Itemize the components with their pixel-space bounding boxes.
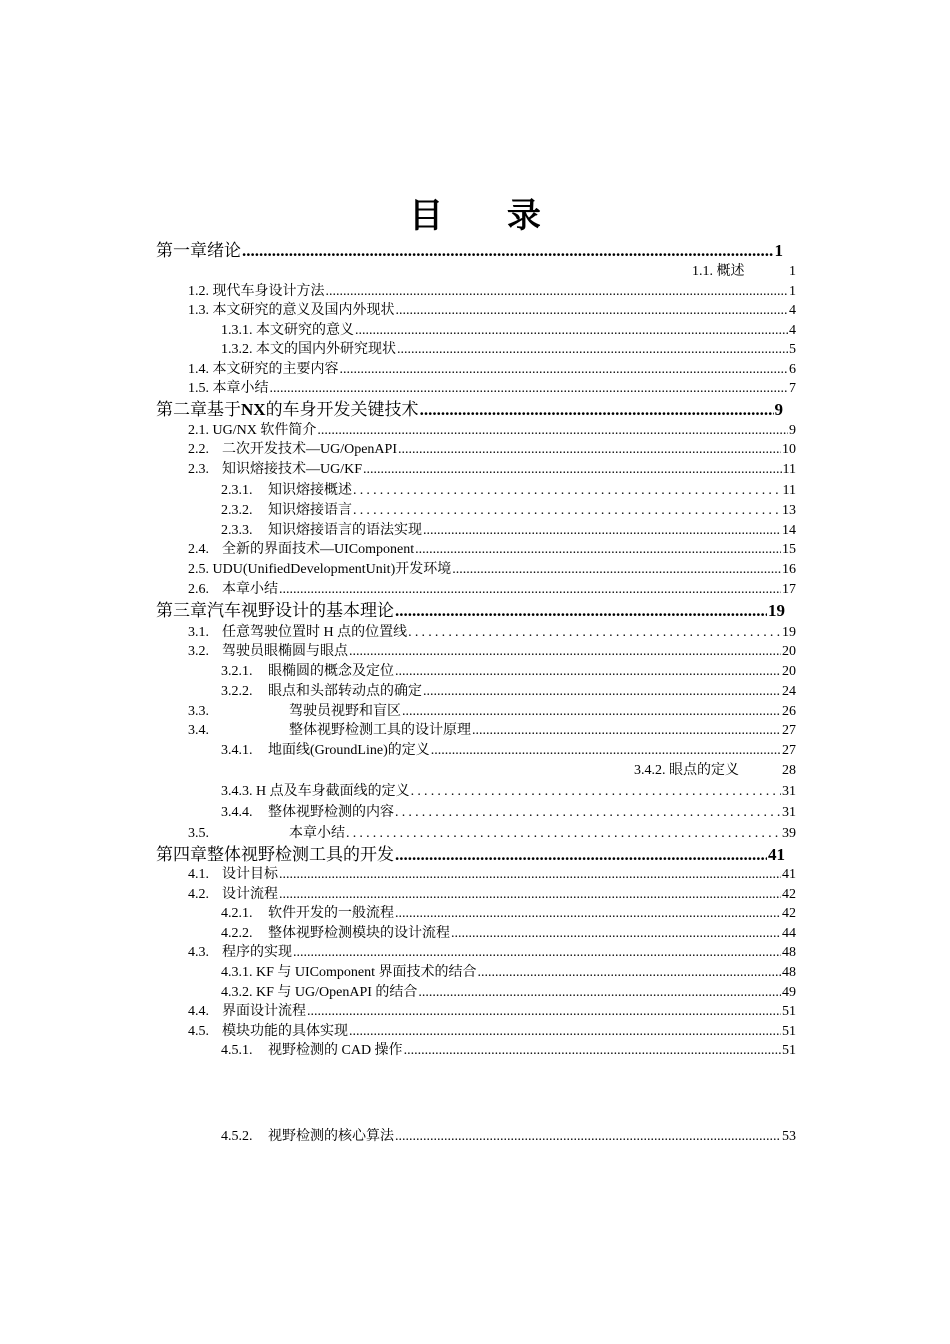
toc-leader xyxy=(270,380,789,398)
toc-entry-number: 4.2. xyxy=(188,887,209,902)
toc-page-number: 19 xyxy=(768,601,785,620)
toc-page-number: 24 xyxy=(782,684,796,699)
toc-leader xyxy=(395,601,767,621)
toc-leader xyxy=(279,886,781,904)
toc-entry-label: 2.1. UG/NX 软件简介 xyxy=(188,423,317,438)
toc-entry-4-5-2[interactable] xyxy=(221,1128,796,1146)
toc-leader xyxy=(431,742,781,760)
toc-entry-4-2[interactable] xyxy=(188,886,796,904)
toc-page-number: 27 xyxy=(782,723,796,738)
toc-entry-number: 2.4. xyxy=(188,542,209,557)
toc-entry-label: 眼椭圆的概念及定位 xyxy=(268,664,394,679)
toc-entry-label: 眼点和头部转动点的确定 xyxy=(268,684,422,699)
toc-entry-label: 知识熔接技术—UG/KF xyxy=(222,462,363,477)
toc-page-number: 15 xyxy=(782,542,796,557)
toc-entry-4-4[interactable] xyxy=(188,1003,796,1021)
toc-entry-label: 软件开发的一般流程 xyxy=(268,906,394,921)
toc-leader xyxy=(346,825,781,843)
toc-leader xyxy=(411,783,781,801)
toc-page-number: 19 xyxy=(782,625,796,640)
toc-chapter-title: 第二章基于NX的车身开发关键技术 xyxy=(156,400,419,419)
toc-entry-number: 2.6. xyxy=(188,582,209,597)
toc-leader xyxy=(423,683,781,701)
toc-entry-label: 4.3.1. KF 与 UIComponent 界面技术的结合 xyxy=(221,965,477,980)
toc-entry-number: 4.3. xyxy=(188,945,209,960)
toc-entry-label: 3.4.3. H 点及车身截面线的定义 xyxy=(221,784,410,799)
toc-entry-1-1[interactable] xyxy=(692,263,796,281)
page-title: 目 录 xyxy=(409,196,567,236)
toc-entry-label: 1.3.1. 本文研究的意义 xyxy=(221,323,354,338)
toc-page-number: 5 xyxy=(789,342,796,357)
toc-entry-2-3-3[interactable] xyxy=(221,522,796,540)
toc-page-number: 1 xyxy=(789,284,796,299)
toc-entry-2-4[interactable] xyxy=(188,541,796,559)
toc-entry-label: 知识熔接语言 xyxy=(268,503,352,518)
toc-leader xyxy=(395,1128,781,1146)
toc-leader xyxy=(478,964,782,982)
toc-leader xyxy=(363,461,782,479)
toc-entry-1-3-2[interactable] xyxy=(221,341,796,359)
toc-entry-3-2-2[interactable] xyxy=(221,683,796,701)
toc-entry-3-2[interactable] xyxy=(188,643,796,661)
toc-entry-4-2-2[interactable] xyxy=(221,925,796,943)
toc-entry-number: 3.2.2. xyxy=(221,684,253,699)
toc-entry-number: 2.3.2. xyxy=(221,503,253,518)
toc-entry-number: 2.3.1. xyxy=(221,483,253,498)
toc-leader xyxy=(472,722,781,740)
toc-page-number: 42 xyxy=(782,887,796,902)
toc-page-number: 39 xyxy=(782,826,796,841)
toc-entry-label: 程序的实现 xyxy=(222,945,292,960)
toc-entry-label: 本章小结 xyxy=(289,826,345,841)
toc-leader xyxy=(395,663,781,681)
toc-page-number: 1 xyxy=(774,241,783,260)
toc-leader xyxy=(395,804,781,822)
toc-entry-number: 4.5.1. xyxy=(221,1043,253,1058)
toc-leader xyxy=(395,905,781,923)
toc-entry-3-5[interactable] xyxy=(188,825,796,843)
toc-chapter-title: 第三章汽车视野设计的基本理论 xyxy=(156,601,394,620)
toc-leader xyxy=(408,624,781,642)
toc-page-number: 44 xyxy=(782,926,796,941)
toc-entry-label: 设计流程 xyxy=(222,887,278,902)
toc-entry-2-3[interactable] xyxy=(188,461,796,479)
toc-leader xyxy=(420,400,774,420)
toc-entry-3-4-2[interactable] xyxy=(634,762,796,780)
toc-leader xyxy=(349,1023,781,1041)
toc-leader xyxy=(404,1042,781,1060)
toc-page-number: 41 xyxy=(782,867,796,882)
toc-entry-4-3[interactable] xyxy=(188,944,796,962)
toc-entry-4-2-1[interactable] xyxy=(221,905,796,923)
toc-entry-number: 4.4. xyxy=(188,1004,209,1019)
toc-entry-number: 3.4.4. xyxy=(221,805,253,820)
toc-entry-label: 1.3. 本文研究的意义及国内外现状 xyxy=(188,303,395,318)
toc-entry-label: 任意驾驶位置时 H 点的位置线 xyxy=(222,625,408,640)
toc-page-number: 16 xyxy=(782,562,796,577)
toc-entry-4-1[interactable] xyxy=(188,866,796,884)
toc-leader xyxy=(307,1003,781,1021)
toc-entry-number: 2.2. xyxy=(188,442,209,457)
toc-entry-label: 1.4. 本文研究的主要内容 xyxy=(188,362,339,377)
toc-entry-label: 视野检测的 CAD 操作 xyxy=(268,1043,403,1058)
toc-entry-label: 1.5. 本章小结 xyxy=(188,381,269,396)
toc-leader xyxy=(397,341,788,359)
toc-page-number: 28 xyxy=(782,763,796,778)
toc-entry-number: 2.3.3. xyxy=(221,523,253,538)
toc-entry-1-3[interactable] xyxy=(188,302,796,320)
toc-entry-label: 1.1. 概述 xyxy=(692,264,745,279)
toc-page-number: 51 xyxy=(782,1043,796,1058)
toc-entry-number: 4.2.1. xyxy=(221,906,253,921)
toc-page-number: 20 xyxy=(782,664,796,679)
toc-entry-3-3[interactable] xyxy=(188,703,796,721)
toc-chapter-1[interactable] xyxy=(156,241,783,261)
toc-chapter-title: 第四章整体视野检测工具的开发 xyxy=(156,845,394,864)
toc-page-number: 10 xyxy=(782,442,796,457)
toc-entry-3-4-3[interactable] xyxy=(221,783,796,801)
toc-leader xyxy=(415,541,781,559)
toc-leader xyxy=(355,322,788,340)
toc-entry-label: 视野检测的核心算法 xyxy=(268,1129,394,1144)
toc-leader xyxy=(398,441,781,459)
toc-entry-2-2[interactable] xyxy=(188,441,796,459)
toc-page-number: 41 xyxy=(768,845,785,864)
toc-leader xyxy=(279,581,781,599)
toc-leader xyxy=(326,283,789,301)
toc-page-number: 53 xyxy=(782,1129,796,1144)
toc-leader xyxy=(402,703,781,721)
toc-leader xyxy=(293,944,781,962)
toc-entry-1-5[interactable] xyxy=(188,380,796,398)
toc-page-number: 20 xyxy=(782,644,796,659)
toc-entry-number: 3.4.1. xyxy=(221,743,253,758)
toc-entry-3-4-4[interactable] xyxy=(221,804,796,822)
toc-page-number: 4 xyxy=(789,303,796,318)
toc-entry-number: 3.2. xyxy=(188,644,209,659)
toc-page-number: 48 xyxy=(782,945,796,960)
toc-leader xyxy=(418,984,781,1002)
toc-leader xyxy=(340,361,789,379)
toc-entry-label: 驾驶员眼椭圆与眼点 xyxy=(222,644,348,659)
toc-entry-label: 整体视野检测的内容 xyxy=(268,805,394,820)
toc-entry-1-3-1[interactable] xyxy=(221,322,796,340)
toc-entry-label: 1.3.2. 本文的国内外研究现状 xyxy=(221,342,396,357)
toc-leader xyxy=(242,241,774,261)
toc-entry-3-4[interactable] xyxy=(188,722,796,740)
toc-entry-1-2[interactable] xyxy=(188,283,796,301)
toc-entry-number: 3.5. xyxy=(188,826,209,841)
toc-page-number: 14 xyxy=(782,523,796,538)
toc-entry-1-4[interactable] xyxy=(188,361,796,379)
toc-entry-number: 2.3. xyxy=(188,462,209,477)
toc-entry-3-1[interactable] xyxy=(188,624,796,642)
toc-leader xyxy=(279,866,781,884)
toc-entry-label: 地面线(GroundLine)的定义 xyxy=(268,743,430,758)
toc-page-number: 27 xyxy=(782,743,796,758)
toc-leader xyxy=(353,502,781,520)
toc-entry-3-2-1[interactable] xyxy=(221,663,796,681)
toc-entry-2-3-1[interactable] xyxy=(221,482,796,500)
toc-page-number: 51 xyxy=(782,1024,796,1039)
toc-chapter-2[interactable] xyxy=(156,400,783,420)
toc-entry-label: 1.2. 现代车身设计方法 xyxy=(188,284,325,299)
toc-entry-label: 知识熔接语言的语法实现 xyxy=(268,523,422,538)
toc-entry-3-4-1[interactable] xyxy=(221,742,796,760)
toc-chapter-3[interactable] xyxy=(156,601,785,621)
toc-page-number: 31 xyxy=(782,805,796,820)
toc-entry-label: 整体视野检测模块的设计流程 xyxy=(268,926,450,941)
toc-entry-4-5-1[interactable] xyxy=(221,1042,796,1060)
toc-leader xyxy=(353,482,782,500)
toc-entry-2-1[interactable] xyxy=(188,422,796,440)
toc-entry-number: 4.2.2. xyxy=(221,926,253,941)
toc-entry-number: 4.1. xyxy=(188,867,209,882)
toc-entry-4-3-1[interactable] xyxy=(221,964,796,982)
toc-page-number: 6 xyxy=(789,362,796,377)
toc-page-number: 49 xyxy=(782,985,796,1000)
toc-leader xyxy=(349,643,781,661)
toc-entry-number: 3.3. xyxy=(188,704,209,719)
toc-entry-label: 2.5. UDU(UnifiedDevelopmentUnit)开发环境 xyxy=(188,562,452,577)
toc-entry-label: 本章小结 xyxy=(222,582,278,597)
toc-page-number: 51 xyxy=(782,1004,796,1019)
toc-page-number: 26 xyxy=(782,704,796,719)
toc-page-number: 42 xyxy=(782,906,796,921)
toc-page-number: 9 xyxy=(774,400,783,419)
toc-entry-2-3-2[interactable] xyxy=(221,502,796,520)
toc-page-number: 13 xyxy=(782,503,796,518)
toc-entry-2-5[interactable] xyxy=(188,561,796,579)
toc-chapter-title: 第一章绪论 xyxy=(156,241,241,260)
toc-entry-label: 3.4.2. 眼点的定义 xyxy=(634,763,739,778)
toc-chapter-4[interactable] xyxy=(156,845,785,865)
toc-entry-label: 二次开发技术—UG/OpenAPI xyxy=(222,442,397,457)
toc-page-number: 4 xyxy=(789,323,796,338)
toc-page-number: 11 xyxy=(782,462,796,477)
toc-leader xyxy=(451,925,781,943)
toc-entry-number: 3.4. xyxy=(188,723,209,738)
toc-page-number: 17 xyxy=(782,582,796,597)
toc-entry-label: 驾驶员视野和盲区 xyxy=(289,704,401,719)
toc-leader xyxy=(452,561,781,579)
toc-entry-label: 模块功能的具体实现 xyxy=(222,1024,348,1039)
toc-entry-label: 知识熔接概述 xyxy=(268,483,352,498)
toc-entry-4-3-2[interactable] xyxy=(221,984,796,1002)
toc-entry-label: 设计目标 xyxy=(222,867,278,882)
toc-page-number: 7 xyxy=(789,381,796,396)
toc-entry-label: 4.3.2. KF 与 UG/OpenAPI 的结合 xyxy=(221,985,418,1000)
toc-page-number: 11 xyxy=(782,483,796,498)
toc-page-number: 1 xyxy=(789,264,796,279)
toc-page-number: 48 xyxy=(782,965,796,980)
toc-leader xyxy=(396,302,789,320)
toc-leader xyxy=(395,845,767,865)
toc-entry-number: 4.5.2. xyxy=(221,1129,253,1144)
toc-leader xyxy=(423,522,781,540)
toc-chapter-title-bold: NX xyxy=(241,400,266,419)
toc-entry-label: 界面设计流程 xyxy=(222,1004,306,1019)
toc-page-number: 9 xyxy=(789,423,796,438)
toc-entry-4-5[interactable] xyxy=(188,1023,796,1041)
toc-entry-number: 3.1. xyxy=(188,625,209,640)
toc-entry-2-6[interactable] xyxy=(188,581,796,599)
toc-page-number: 31 xyxy=(782,784,796,799)
toc-entry-label: 全新的界面技术—UIComponent xyxy=(222,542,415,557)
toc-entry-number: 4.5. xyxy=(188,1024,209,1039)
toc-leader xyxy=(317,422,788,440)
toc-entry-number: 3.2.1. xyxy=(221,664,253,679)
toc-entry-label: 整体视野检测工具的设计原理 xyxy=(289,723,471,738)
